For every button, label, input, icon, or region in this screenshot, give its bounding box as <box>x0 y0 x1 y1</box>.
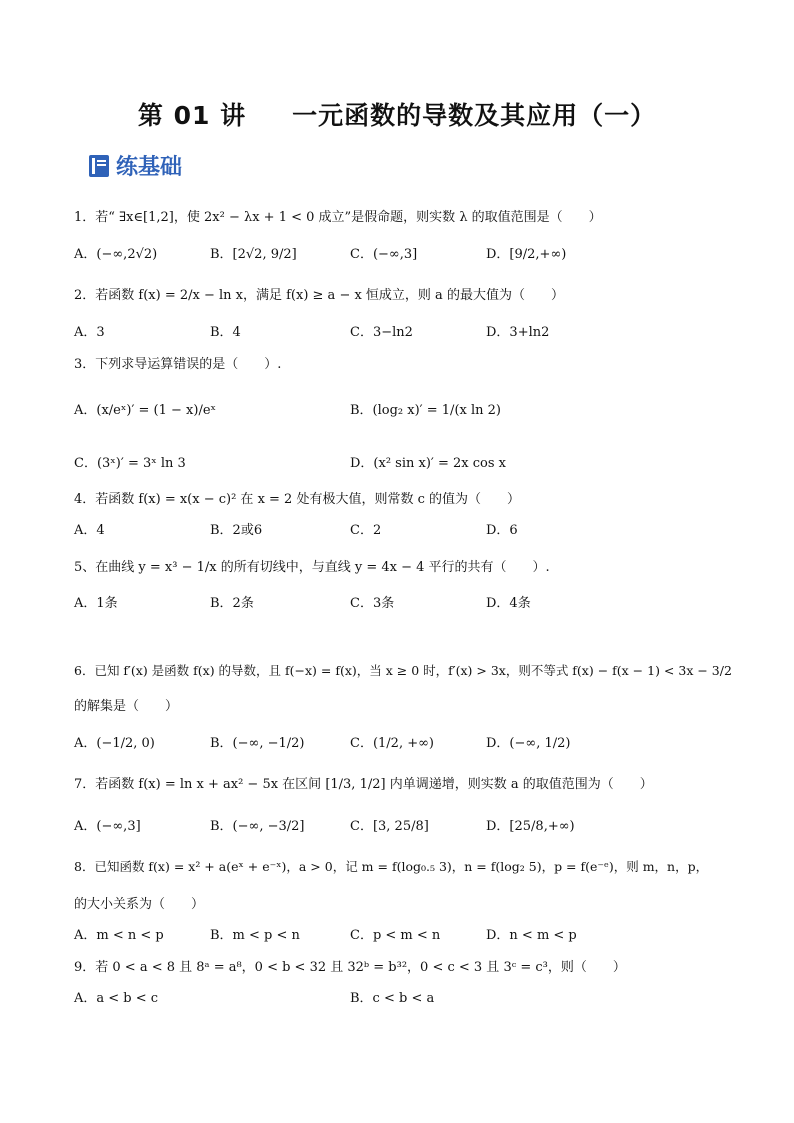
q2-option-a: A．3 <box>74 325 105 340</box>
q6-option-d: D．(−∞, 1/2) <box>486 736 571 751</box>
q7-option-b: B．(−∞, −3/2] <box>210 819 305 834</box>
q1-option-a: A．(−∞,2√2) <box>74 247 158 262</box>
page-title <box>0 96 794 132</box>
q8-option-b: B．m < p < n <box>210 928 300 943</box>
q9-option-a: A．a < b < c <box>74 991 159 1006</box>
q7-option-a: A．(−∞,3] <box>74 819 141 834</box>
q1-option-b: B．[2√2, 9/2] <box>210 247 297 262</box>
q8-option-a: A．m < n < p <box>74 928 164 943</box>
q6-option-a: A．(−1/2, 0) <box>74 736 155 751</box>
section-header <box>88 150 182 181</box>
q1-option-c: C．(−∞,3] <box>350 247 418 262</box>
q3-option-d: D．(x² sin x)′ = 2x cos x <box>350 456 506 471</box>
question-6: 6．已知 f′(x) 是函数 f(x) 的导数，且 f(−x) = f(x)，当 x ≥ 0 时，f′(x) > 3x，则不等式 f(x) − f(x − 1) < 3x − 3/2 <box>74 663 732 678</box>
question-5: 5、在曲线 y = x³ − 1/x 的所有切线中，与直线 y = 4x − 4 平行的共有（ ）. <box>74 560 550 575</box>
q4-option-a: A．4 <box>74 523 105 538</box>
book-icon <box>88 154 110 178</box>
q7-option-d: D．[25/8,+∞) <box>486 819 575 834</box>
question-3: 3．下列求导运算错误的是（ ）. <box>74 357 282 372</box>
q8-option-c: C．p < m < n <box>350 928 441 943</box>
question-1: 1．若“ ∃x∈[1,2]，使 2x² − λx + 1 < 0 成立”是假命题，则实数 λ 的取值范围是（ ） <box>74 210 602 225</box>
question-8-cont: 的大小关系为（ ） <box>74 897 205 912</box>
q2-option-b: B．4 <box>210 325 241 340</box>
q3-option-a: A．(x/eˣ)′ = (1 − x)/eˣ <box>74 403 217 418</box>
q5-option-c: C．3条 <box>350 596 395 611</box>
question-2: 2．若函数 f(x) = 2/x − ln x，满足 f(x) ≥ a − x 恒成立，则 a 的最大值为（ ） <box>74 288 564 303</box>
q8-option-d: D．n < m < p <box>486 928 577 943</box>
q6-option-c: C．(1/2, +∞) <box>350 736 434 751</box>
q5-option-a: A．1条 <box>74 596 118 611</box>
q6-option-b: B．(−∞, −1/2) <box>210 736 305 751</box>
question-6-cont: 的解集是（ ） <box>74 699 179 714</box>
q1-option-d: D．[9/2,+∞) <box>486 247 567 262</box>
lecture-number: 第 01 讲 <box>137 101 247 130</box>
q5-option-d: D．4条 <box>486 596 531 611</box>
question-4: 4．若函数 f(x) = x(x − c)² 在 x = 2 处有极大值，则常数 c 的值为（ ） <box>74 492 521 507</box>
q5-option-b: B．2条 <box>210 596 254 611</box>
q3-option-b: B．(log₂ x)′ = 1/(x ln 2) <box>350 403 501 418</box>
question-7: 7．若函数 f(x) = ln x + ax² − 5x 在区间 [1/3, 1/2] 内单调递增，则实数 a 的取值范围为（ ） <box>74 777 653 792</box>
q4-option-d: D．6 <box>486 523 518 538</box>
section-label: 练基础 <box>116 155 183 180</box>
lecture-topic: 一元函数的导数及其应用（一） <box>292 101 657 130</box>
question-8: 8．已知函数 f(x) = x² + a(eˣ + e⁻ˣ)，a > 0，记 m = f(log₀.₅ 3)，n = f(log₂ 5)，p = f(e⁻ᵉ)，则 m，n，p， <box>74 859 709 874</box>
q4-option-c: C．2 <box>350 523 382 538</box>
q2-option-d: D．3+ln2 <box>486 325 550 340</box>
q3-option-c: C．(3ˣ)′ = 3ˣ ln 3 <box>74 456 186 471</box>
q9-option-b: B．c < b < a <box>350 991 435 1006</box>
question-9: 9．若 0 < a < 8 且 8ᵃ = a⁸，0 < b < 32 且 32ᵇ = b³²，0 < c < 3 且 3ᶜ = c³，则（ ） <box>74 960 626 975</box>
q2-option-c: C．3−ln2 <box>350 325 413 340</box>
q7-option-c: C．[3, 25/8] <box>350 819 429 834</box>
q4-option-b: B．2或6 <box>210 523 263 538</box>
